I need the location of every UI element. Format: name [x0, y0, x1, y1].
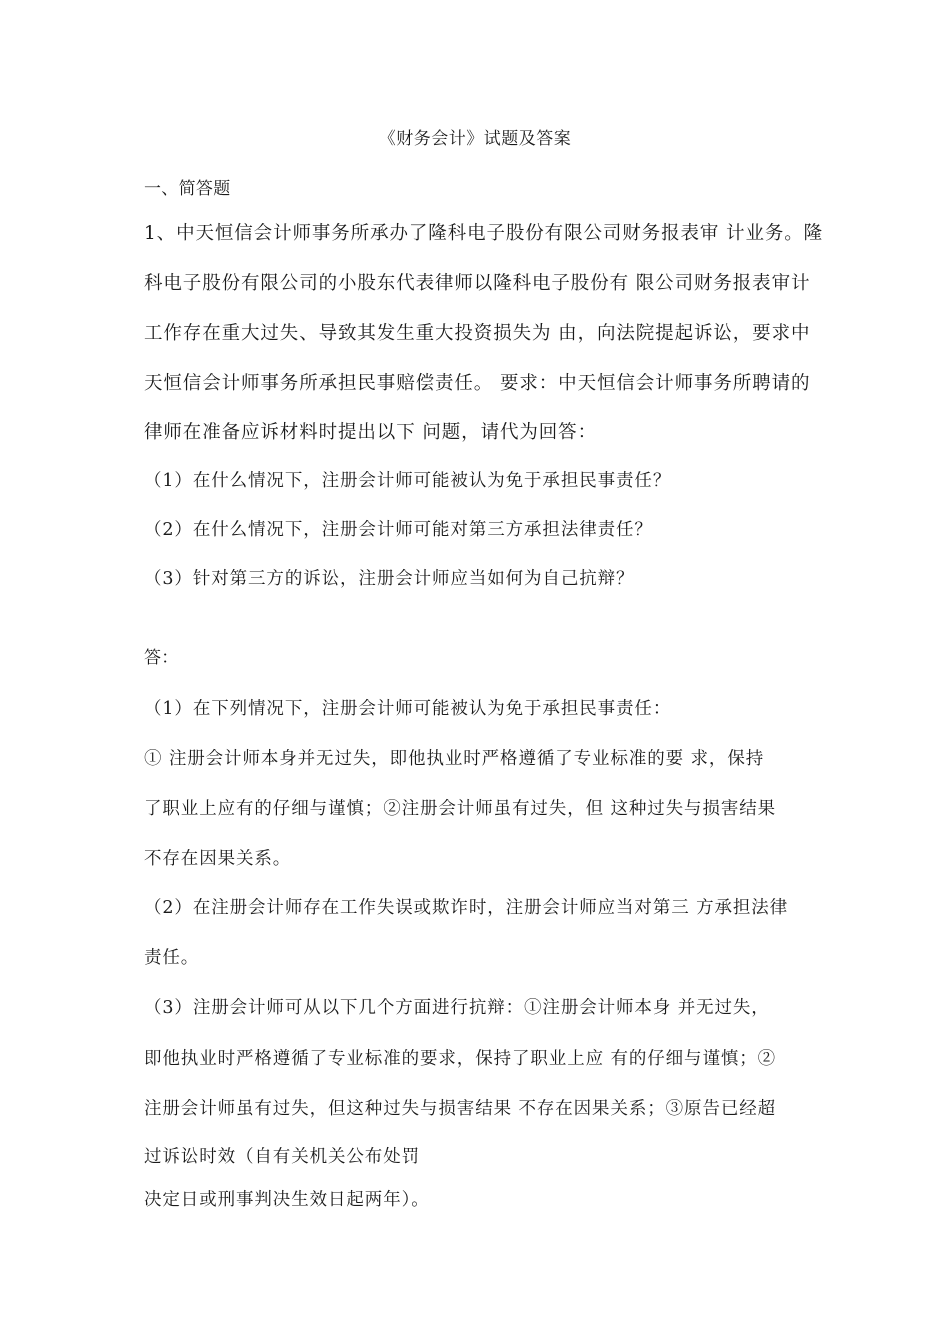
sub-question-3: （3）针对第三方的诉讼，注册会计师应当如何为自己抗辩？ [144, 569, 635, 589]
question-line-2: 科电子股份有限公司的小股东代表律师以隆科电子股份有 限公司财务报表审计 [144, 273, 811, 294]
answer-3-line-2: 即他执业时严格遵循了专业标准的要求，保持了职业上应 有的仔细与谨慎；② [144, 1049, 777, 1069]
sub-question-2: （2）在什么情况下，注册会计师可能对第三方承担法律责任？ [144, 520, 653, 540]
question-line-4: 天恒信会计师事务所承担民事赔偿责任。 要求：中天恒信会计师事务所聘请的 [144, 373, 811, 394]
answer-3-line-3: 注册会计师虽有过失，但这种过失与损害结果 不存在因果关系；③原告已经超 [144, 1099, 777, 1119]
question-line-3: 工作存在重大过失、导致其发生重大投资损失为 由，向法院提起诉讼，要求中 [144, 323, 811, 344]
answer-2-line-1: （2）在注册会计师存在工作失误或欺诈时，注册会计师应当对第三 方承担法律 [144, 898, 789, 918]
answer-3-line-1: （3）注册会计师可从以下几个方面进行抗辩：①注册会计师本身 并无过失， [144, 998, 770, 1018]
answer-3-line-5: 决定日或刑事判决生效日起两年）。 [144, 1190, 430, 1210]
sub-question-1: （1）在什么情况下，注册会计师可能被认为免于承担民事责任？ [144, 471, 672, 491]
answer-1-line-1: ① 注册会计师本身并无过失，即他执业时严格遵循了专业标准的要 求，保持 [144, 749, 765, 769]
answer-3-line-4: 过诉讼时效（自有关机关公布处罚 [144, 1147, 420, 1167]
answer-1-line-2: 了职业上应有的仔细与谨慎；②注册会计师虽有过失，但 这种过失与损害结果 [144, 799, 777, 819]
answer-1-intro: （1）在下列情况下，注册会计师可能被认为免于承担民事责任： [144, 699, 672, 719]
document-title: 《财务会计》试题及答案 [378, 129, 572, 149]
answer-1-line-3: 不存在因果关系。 [144, 849, 292, 869]
answer-2-line-2: 责任。 [144, 948, 200, 968]
question-line-1: 1、中天恒信会计师事务所承办了隆科电子股份有限公司财务报表审 计业务。隆 [144, 223, 824, 244]
section-heading: 一、简答题 [144, 179, 231, 199]
question-line-5: 律师在准备应诉材料时提出以下 问题，请代为回答： [144, 422, 597, 443]
answer-label: 答： [144, 648, 179, 668]
